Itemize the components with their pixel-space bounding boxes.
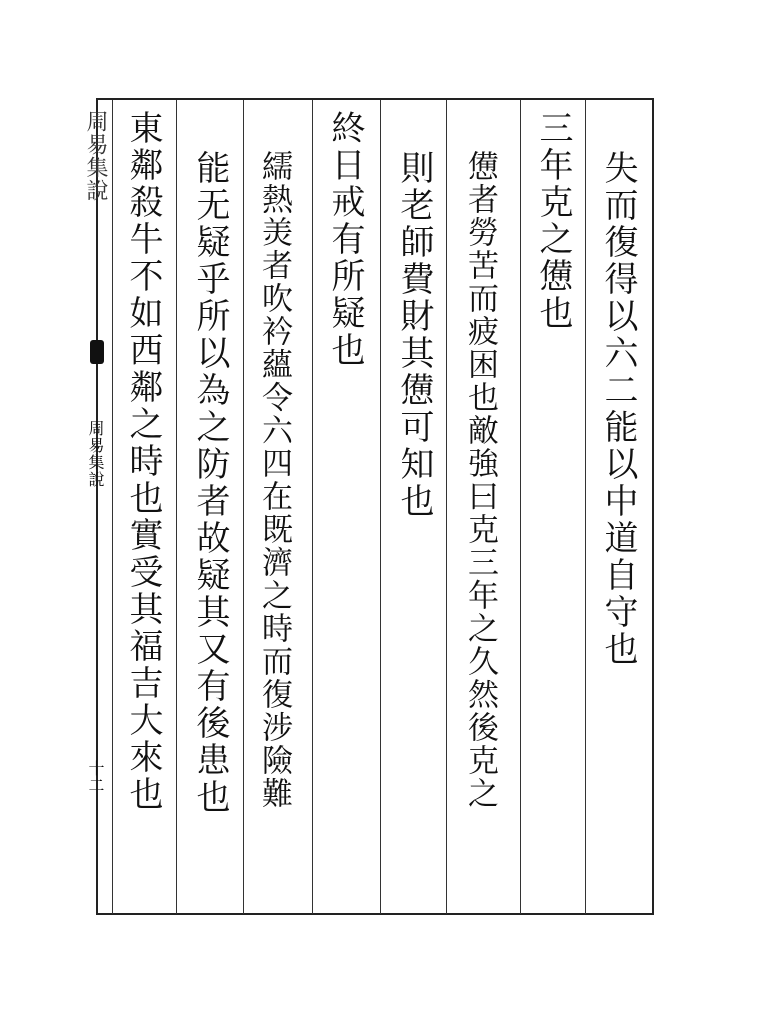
column-rule [243, 100, 244, 914]
frame-top-border [96, 98, 654, 100]
text-column-5: 終日戒有所疑也 [325, 110, 365, 369]
text-column-7: 能无疑乎所以為之防者故疑其又有後患也 [190, 150, 230, 816]
frame-bottom-border [96, 913, 654, 915]
text-column-4: 則老師費財其憊可知也 [394, 150, 434, 520]
margin-page-number: 十二 [86, 760, 105, 794]
text-column-1: 失而復得以六二能以中道自守也 [598, 150, 638, 668]
frame-right-border [652, 98, 654, 915]
text-column-8: 東鄰殺牛不如西鄰之時也實受其福吉大來也 [123, 110, 163, 813]
column-rule [446, 100, 447, 914]
text-column-3: 憊者勞苦而疲困也敵強曰克三年之久然後克之 [462, 150, 498, 810]
column-rule [176, 100, 177, 914]
margin-title: 周易集說 [86, 420, 105, 488]
column-rule [112, 100, 113, 914]
column-rule [520, 100, 521, 914]
text-column-6: 繻熱羙者吹衿蘊令六四在既濟之時而復涉險難 [256, 150, 292, 810]
column-rule [380, 100, 381, 914]
margin-top-fragment: 周易集說 [83, 110, 108, 202]
column-rule [585, 100, 586, 914]
fish-tail-mark [90, 340, 104, 364]
text-column-2: 三年克之憊也 [533, 110, 573, 332]
column-rule [312, 100, 313, 914]
